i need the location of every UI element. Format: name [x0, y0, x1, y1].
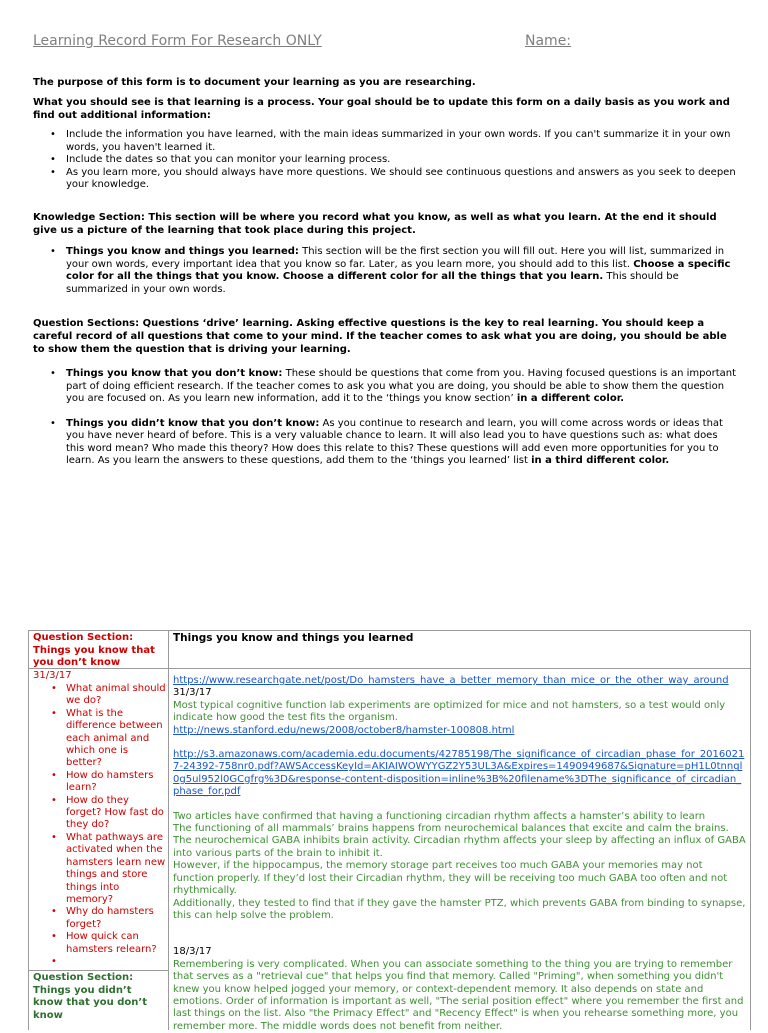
knowledge-item-text: This section will be the first section you will fill out. Here you will list, summarized in your own words, every important idea that you know so far. Later, as you learn more, you should add to this list.: [66, 246, 725, 270]
source-link-academia[interactable]: http://s3.amazonaws.com/academia.edu.documents/42785198/The_significance_of_circadian_phase_for_20160217-24392-758nr0.pdf?AWSAccessKeyId=AKIAIWOWYYGZ2Y53UL3A&Expires=1490949687&Signature=pH1L0tnngl0g5ul952l0GCgfrg%3D&response-content-disposition=inline%3B%20filename%3DThe_significance_of_circadian_phase_for.pdf: [173, 749, 745, 798]
knowledge-bullet-list: [48, 246, 738, 296]
learned-column-heading: Things you know and things you learned: [169, 631, 750, 669]
learned-note: Two articles have confirmed that having a functioning circadian rhythm affects a hamster’s ability to learn: [173, 810, 706, 822]
expectation-statement: What you should see is that learning is a process. Your goal should be to update this form on a daily basis as you work and find out additional information:: [33, 97, 730, 121]
purpose-statement: The purpose of this form is to document your learning as you are researching.: [33, 77, 476, 88]
name-label: Name:: [525, 33, 572, 49]
note-date: 31/3/17: [173, 687, 212, 699]
questions-column-heading: Question Section: Things you know that you don’t know: [29, 631, 168, 669]
learned-column: [169, 631, 750, 1030]
learned-note: The functioning of all mammals’ brains happens from neurochemical balances that excite and calm the brains.: [173, 823, 729, 835]
learned-note: Most typical cognitive function lab experiments are optimized for mice and not hamsters, so a test would only indicate how good the test fits the organism.: [173, 699, 726, 724]
knowledge-bullet: [48, 246, 738, 296]
source-link-stanford[interactable]: http://news.stanford.edu/news/2008/october8/hamster-100808.html: [173, 724, 515, 736]
note-date: 18/3/17: [173, 946, 212, 958]
knowledge-item-tail: This should be summarized in your own words.: [66, 271, 679, 295]
question-bullet: [48, 418, 738, 468]
knowledge-item-title: Things you know and things you learned:: [66, 246, 299, 257]
question-item1-text: These should be questions that come from you. Having focused questions is an important part of doing efficient research. If the teacher comes to ask you what you are doing, you should be able to show them the question you are focused on. As you learn new information, add it to the ‘things you know section’: [66, 368, 737, 404]
intro-bullet: • Include the information you have learned, with the main ideas summarized in your own words. If you can't summarize it in your own words, you haven't learned it.: [48, 129, 738, 154]
question-item2-title: Things you didn’t know that you don’t know:: [66, 417, 320, 429]
source-link-researchgate[interactable]: https://www.researchgate.net/post/Do_hamsters_have_a_better_memory_than_mice_or_the_other_way_around: [173, 675, 729, 686]
question-date: 31/3/17: [33, 670, 72, 681]
question-item1-emphasis: in a different color.: [516, 393, 625, 404]
question-item: • How do they forget? How fast do they do?: [29, 795, 168, 832]
intro-bullet: • As you learn more, you should always have more questions. We should see continuous questions and answers as you seek to deepen your knowledge.: [48, 167, 738, 192]
learned-note: Additionally, they tested to find that if they gave the hamster PTZ, which prevents GABA from binding to synapse, this can help solve the problem.: [173, 897, 746, 921]
unknown-unknowns-heading: Question Section: Things you didn’t know that you don’t know: [29, 970, 168, 1023]
question-section-heading: Question Sections: Questions ‘drive’ learning. Asking effective questions is the key to real learning. You should keep a careful record of all questions that come to your mind. If the teacher comes to ask what you are doing, you should be able to show them the question that is driving your learning.: [33, 318, 727, 355]
question-item: • What animal should we do?: [29, 683, 168, 708]
question-item: • What pathways are activated when the hamsters learn new things and store things into memory?: [29, 832, 168, 906]
intro-bullet-list: [48, 129, 738, 192]
question-bullet-list: [48, 368, 738, 468]
knowledge-section-heading: Knowledge Section: This section will be where you record what you know, as well as what you learn. At the end it should give us a picture of the learning that took place during this project.: [33, 212, 717, 236]
learned-notes: [169, 669, 750, 1033]
question-item: • Why do hamsters forget?: [29, 906, 168, 931]
question-item: • How do hamsters learn?: [29, 770, 168, 795]
intro-bullet: • Include the dates so that you can monitor your learning process.: [48, 154, 738, 167]
question-item: • What is the difference between each animal and which one is better?: [29, 708, 168, 770]
question-item1-title: Things you know that you don’t know:: [66, 368, 283, 379]
learned-note: The neurochemical GABA inhibits brain activity. Circadian rhythm affects your sleep by affecting an influx of GABA into various parts of the brain to inhibit it.: [173, 835, 746, 859]
form-title: Learning Record Form For Research ONLY: [33, 33, 322, 49]
question-bullet: [48, 368, 738, 406]
question-item2-text: As you continue to research and learn, you will come across words or ideas that you have never heard of before. This is a very valuable chance to learn. It will also lead you to have questions such as: what does this word mean? Who made this theory? How does this relate to this? These questions will add even more opportunities for you to learn. As you learn the answers to these questions, add them to the ‘things you learned’ list: [66, 417, 723, 466]
questions-column: [29, 631, 169, 1030]
question-list: [29, 683, 168, 956]
knowledge-item-emphasis: Choose a specific color for all the things that you know. Choose a different color for all the things that you learn.: [66, 258, 731, 282]
question-item: • How quick can hamsters relearn?: [29, 931, 168, 956]
question-item2-emphasis: in a third different color.: [531, 455, 670, 466]
learning-record-table: [28, 630, 751, 1030]
learned-note: Remembering is very complicated. When you can associate something to the thing you are trying to remember that serves as a "retrieval cue" that helps you find that memory. Called "Priming", when something you didn't knew you know helped jogged your memory, or context-dependent memory. It also depends on state and emotions. Order of information is important as well, "The serial position effect" where you remember the first and last things on the list. Also "the Primacy Effect" and "Recency Effect" is when you rehearse something more, you remember more. The middle words does not benefit from neither.: [173, 958, 744, 1032]
learned-note: However, if the hippocampus, the memory storage part receives too much GABA your memories may not function properly. If they’d lost their Circadian rhythm, they will be receiving too much GABA too often and not rhythmically.: [173, 860, 728, 897]
